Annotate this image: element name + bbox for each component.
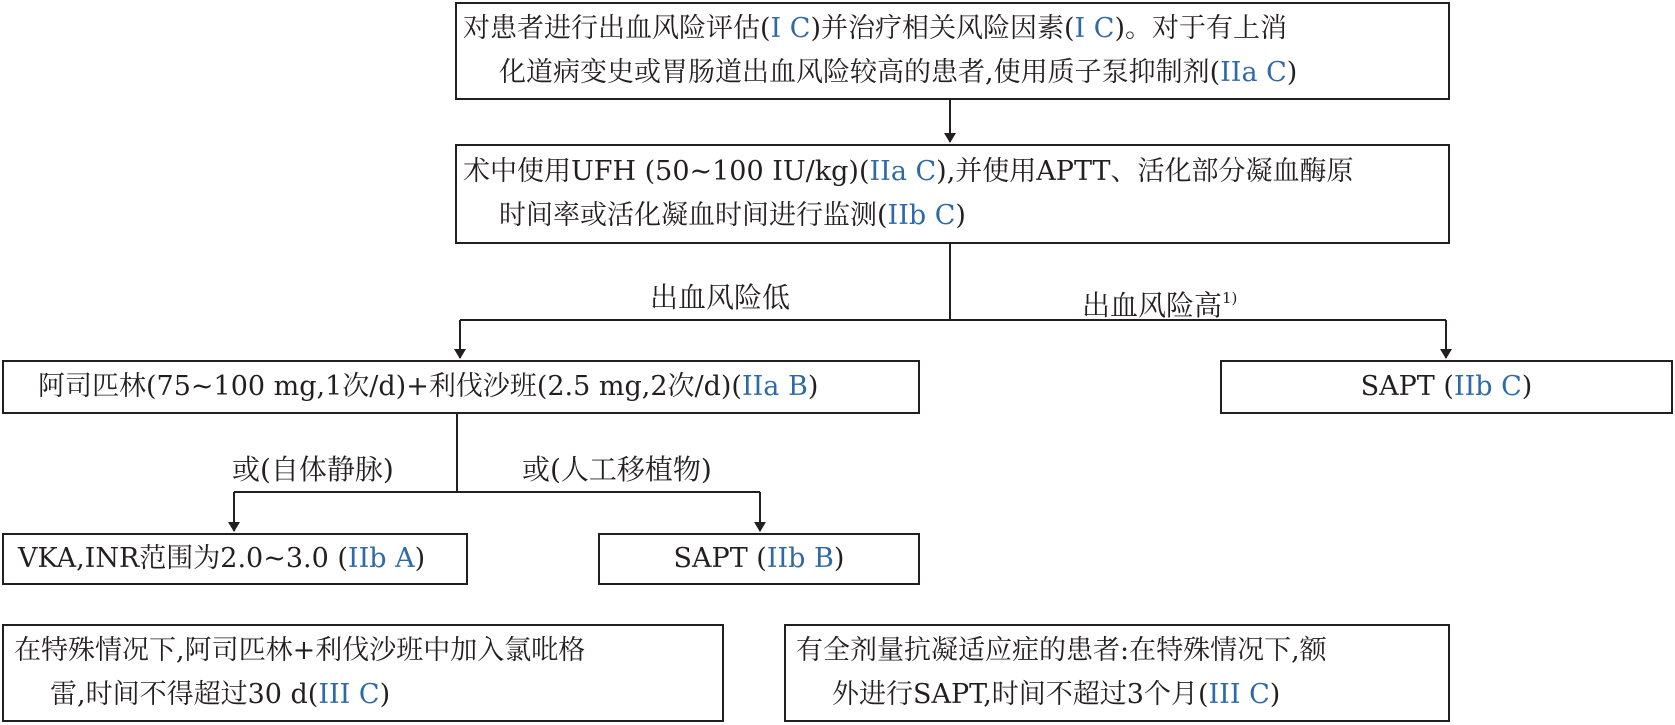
box-note-full-anticoagulation: 有全剂量抗凝适应症的患者:在特殊情况下,额 外进行SAPT,时间不超过3个月(III C) [784, 624, 1450, 722]
box-sapt-graft: SAPT (IIb B) [598, 533, 920, 585]
box1-line1: 对患者进行出血风险评估(I C)并治疗相关风险因素(I C)。对于有上消 [463, 13, 1288, 44]
box-bleeding-risk-assessment [455, 2, 1450, 100]
footnote-marker: 1) [1222, 289, 1238, 307]
box-intraop-ufh [455, 144, 1450, 244]
box2-line1: 术中使用UFH (50~100 IU/kg)(IIa C),并使用APTT、活化部分凝血酶原 [463, 156, 1354, 187]
label-low-bleeding-risk: 出血风险低 [650, 281, 791, 314]
box-sapt-high-risk: SAPT (IIb C) [1220, 360, 1673, 414]
label-high-bleeding-risk: 出血风险高$^{1)}$ [1082, 289, 1238, 322]
note1-line2: 雷,时间不得超过30 d(III C) [50, 679, 391, 710]
box-note-clopidogrel: 在特殊情况下,阿司匹林+利伐沙班中加入氯吡格 雷,时间不得超过30 d(III C) [2, 624, 724, 722]
label-prosthetic-graft: 或(人工移植物) [522, 453, 712, 486]
box-vka: VKA,INR范围为2.0~3.0 (IIb A) [2, 533, 468, 585]
note2-line2: 外进行SAPT,时间不超过3个月(III C) [832, 679, 1281, 710]
box2-line2: 时间率或活化凝血时间进行监测(IIb C) [499, 200, 966, 231]
label-autologous-vein: 或(自体静脉) [232, 453, 394, 486]
box-aspirin-rivaroxaban: 阿司匹林(75~100 mg,1次/d)+利伐沙班(2.5 mg,2次/d)(IIa B) [2, 360, 920, 414]
box1-line2: 化道病变史或胃肠道出血风险较高的患者,使用质子泵抑制剂(IIa C) [499, 57, 1298, 88]
